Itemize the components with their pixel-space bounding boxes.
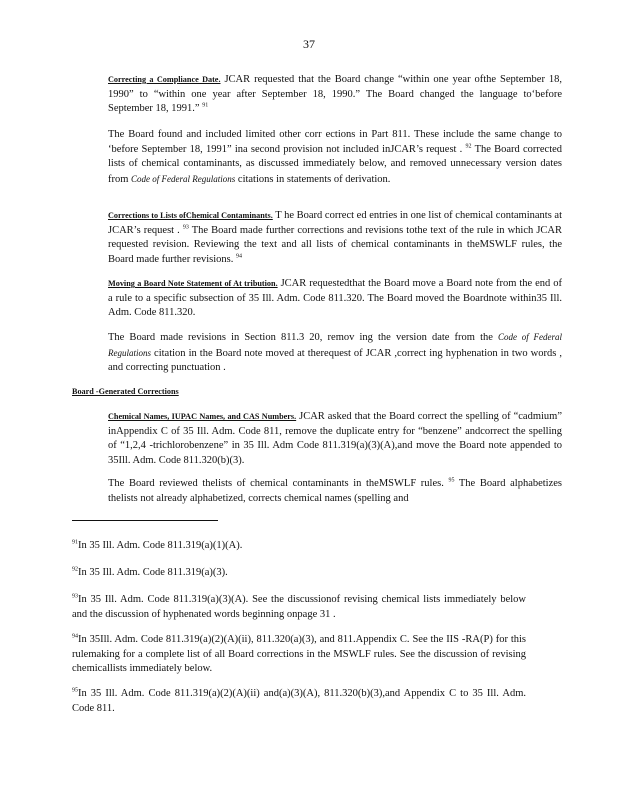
paragraph-reviewed-lists (72, 477, 562, 506)
heading-board-note: Moving a Board Note Statement of At tribution. (108, 279, 278, 288)
paragraph-compliance-date (72, 73, 562, 117)
paragraph-text: The Board reviewed thelists of chemical contaminants in theMSWLF rules. (108, 478, 444, 489)
footnote-ref: 93 (182, 224, 189, 230)
footnote-95: $^{95}$In 35 Ill. Adm. Code 811.319(a)(2)(A)(ii) and(a)(3)(A), 811.320(b)(3),and Appendix C to 35 Ill. Adm. Code 811. (72, 687, 526, 714)
paragraph-text: The Board made further corrections and revisions tothe text of the rule in which JCAR requested revision. Reviewing the text and all lists of chemical contaminants in theMSWLF rules, the Board made further revisions. (108, 224, 562, 265)
paragraph-revisions-811-320 (72, 330, 562, 376)
paragraph-text: T he Board correct ed entries in one list of chemical contaminants at JCAR’s request . (108, 210, 563, 236)
footnote-91: $^{91}$In 35 Ill. Adm. Code 811.319(a)(1)(A). (72, 539, 243, 551)
paragraph-chemical-names (72, 410, 562, 468)
paragraph-other-corrections (72, 128, 562, 187)
paragraph-board-note (72, 277, 562, 321)
footnote-93: $^{93}$In 35 Ill. Adm. Code 811.319(a)(3)(A). See the discussionof revising chemical lists immediately below and the discussion of hyphenated words beginning onpage 31 . (72, 593, 526, 620)
section-heading-board-generated: Board -Generated Corrections (72, 387, 179, 396)
paragraph-text: JCAR requested that the Board change “within one year ofthe September 18, 1990” to “within one year after September 18, 1990.” The Board changed the language to‘before September 18, 1991.” (108, 74, 563, 114)
footnote-ref: 95 (448, 477, 455, 484)
italic-citation: Code of Federal Regulations (131, 173, 236, 184)
paragraph-text: The Board found and included limited other corr ections in Part 811. These include the same change to ‘before September 18, 1991” ina second provision not included inJCAR’s request . (108, 129, 562, 155)
paragraph-text: citations in statements of derivation. (237, 173, 391, 185)
heading-chemical-names: Chemical Names, IUPAC Names, and CAS Numbers. (108, 412, 297, 421)
heading-compliance-date: Correcting a Compliance Date. (108, 75, 221, 84)
footnote-92: $^{92}$In 35 Ill. Adm. Code 811.319(a)(3). (72, 566, 228, 578)
italic-citation: Code of Federal Regulations (108, 332, 563, 358)
paragraph-chemical-lists (72, 209, 562, 267)
footnote-ref: 91 (202, 102, 209, 109)
footnote-94: $^{94}$In 35Ill. Adm. Code 811.319(a)(2)(A)(ii), 811.320(a)(3), and 811.Appendix C. See the IIS -RA(P) for this rulemaking for a complete list of all Board corrections in the MSWLF rules. See the discussion of revising chemicallists immediately below. (72, 633, 526, 674)
heading-chemical-lists: Corrections to Lists ofChemical Contaminants. (108, 211, 273, 220)
footnote-separator (72, 520, 218, 521)
paragraph-text: The Board corrected lists of chemical contaminants, as discussed immediately below, and removed unnecessary version dates from (108, 143, 563, 185)
paragraph-text: citation in the Board note moved at therequest of JCAR ,correct ing hyphenation in two words , and correcting punctuation . (108, 347, 562, 373)
footnote-ref: 92 (465, 143, 472, 149)
paragraph-text: JCAR requestedthat the Board move a Board note from the end of a rule to a specific subsection of 35 Ill. Adm. Code 811.320. The Board moved the Boardnote within35 Ill. Adm. Code 811.320. (108, 278, 562, 318)
paragraph-text: JCAR asked that the Board correct the spelling of “cadmium” inAppendix C of 35 Ill. Adm. Code 811, remove the duplicate entry for “benzene” andcorrect the spelling of “1,2,4 -trichlorobenzene” in 35 Ill. Adm Code 811.319(a)(3)(A),and move the Board note appended to 35Ill. Adm. Code 811.320(b)(3). (108, 411, 562, 466)
paragraph-text: The Board alphabetizes thelists not already alphabetized, corrects chemical names (spelling and (108, 478, 563, 504)
footnote-ref: 94 (236, 253, 243, 259)
paragraph-text: The Board made revisions in Section 811.3 20, remov ing the version date from the (108, 332, 493, 343)
page-number: 37 (303, 37, 315, 51)
